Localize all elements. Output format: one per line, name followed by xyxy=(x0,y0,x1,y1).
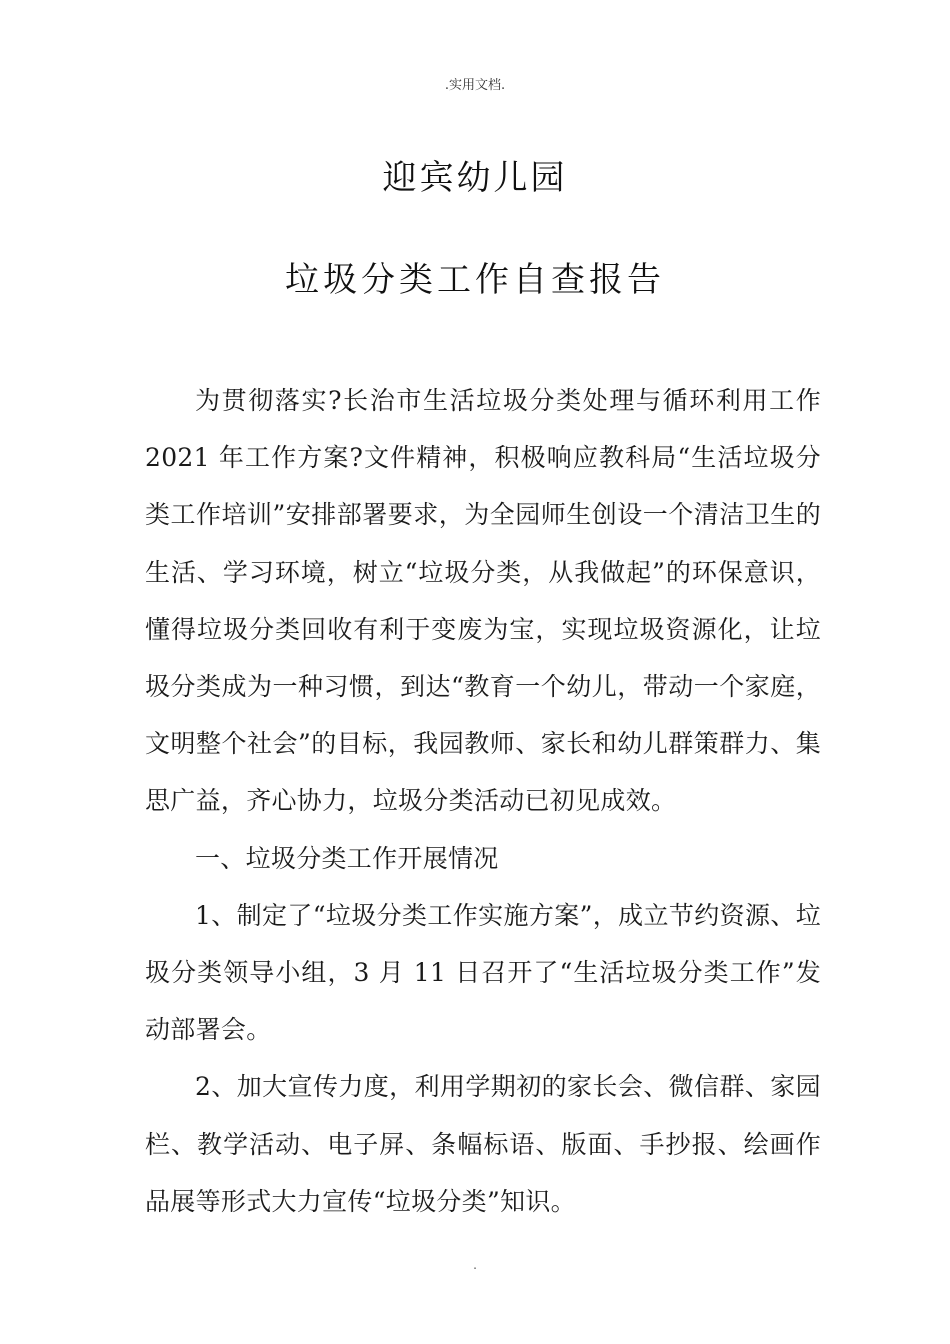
body-paragraph: 1、制定了“垃圾分类工作实施方案”，成立节约资源、垃圾分类领导小组，3 月 11 日召开了“生活垃圾分类工作”发动部署会。 xyxy=(145,900,821,1045)
document-title-organization: 迎宾幼儿园 xyxy=(382,158,568,198)
document-title-report: 垃圾分类工作自查报告 xyxy=(285,260,665,300)
page-header-mark: .实用文档. xyxy=(444,78,506,93)
document-body xyxy=(145,372,821,1230)
section-heading: 一、垃圾分类工作开展情况 xyxy=(195,843,499,873)
page-footer-mark: . xyxy=(473,1258,477,1272)
intro-paragraph: 为贯彻落实?长治市生活垃圾分类处理与循环利用工作2021 年工作方案?文件精神，积极响应教科局“生活垃圾分类工作培训”安排部署要求，为全园师生创设一个清洁卫生的生活、学习环境，树立“垃圾分类，从我做起”的环保意识，懂得垃圾分类回收有利于变废为宝，实现垃圾资源化，让垃圾分类成为一种习惯，到达“教育一个幼儿，带动一个家庭，文明整个社会”的目标，我园教师、家长和幼儿群策群力、集思广益，齐心协力，垃圾分类活动已初见成效。 xyxy=(145,386,821,816)
body-paragraph: 2、加大宣传力度，利用学期初的家长会、微信群、家园栏、教学活动、电子屏、条幅标语、版面、手抄报、绘画作品展等形式大力宣传“垃圾分类”知识。 xyxy=(145,1072,821,1216)
